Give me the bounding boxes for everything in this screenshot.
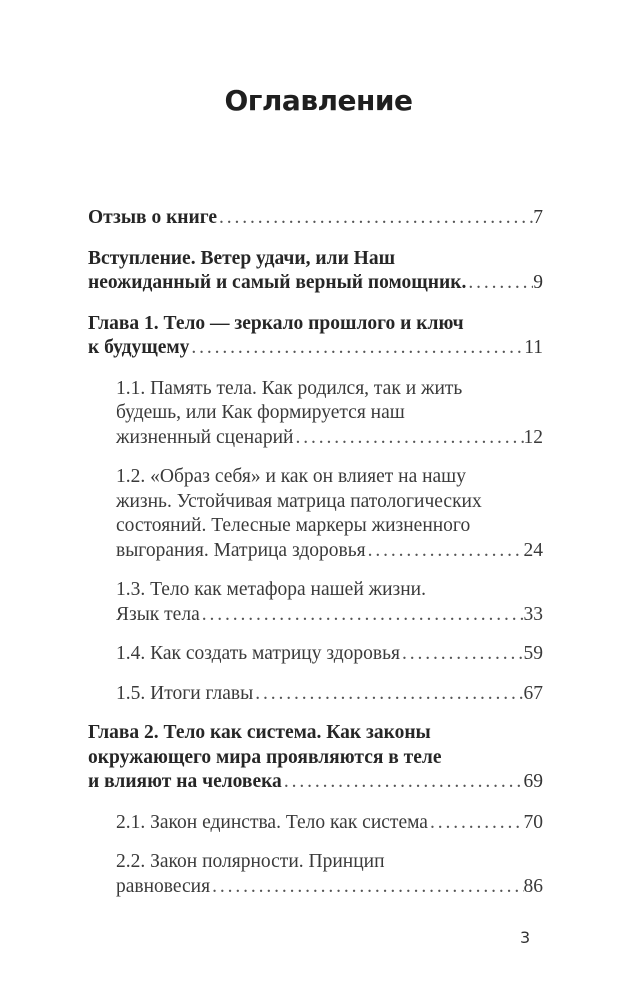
toc-entry-title: 1.4. Как создать матрицу здоровья <box>116 643 400 664</box>
toc-page-number: 86 <box>523 875 543 897</box>
toc-entry-title: выгорания. Матрица здоровья <box>116 539 366 561</box>
toc-page-number: 12 <box>523 426 543 448</box>
toc-entry-title-line: Глава 2. Тело как система. Как законы <box>88 722 431 743</box>
toc-entry-title: равновесия <box>116 875 211 897</box>
toc-page-number: 7 <box>533 207 543 228</box>
toc-entry-1-5[interactable] <box>88 682 543 707</box>
toc-page-number: 33 <box>523 603 543 625</box>
toc-entry-2-1[interactable] <box>88 811 543 836</box>
toc-entry-title: 1.5. Итоги главы <box>116 682 254 704</box>
dot-leader <box>282 770 524 795</box>
dot-leader <box>466 271 533 296</box>
page-number: 3 <box>520 928 531 947</box>
dot-leader <box>428 811 524 836</box>
toc-page-number: 69 <box>523 771 543 792</box>
toc-entry-title: 2.1. Закон единства. Тело как система <box>116 811 428 833</box>
toc-entry-title-line: 1.3. Тело как метафора нашей жизни. <box>116 579 426 600</box>
toc-entry-2-2[interactable] <box>88 850 543 899</box>
toc-entry-title-line: окружающего мира проявляются в теле <box>88 746 442 768</box>
toc-entry-title-line: будешь, или Как формируется наш <box>116 402 405 423</box>
toc-entry-title: Язык тела <box>116 603 200 625</box>
toc-entry-title-line: 1.2. «Образ себя» и как он влияет на нашу <box>116 466 466 487</box>
dot-leader <box>189 336 524 361</box>
toc-entry-title-line: 1.1. Память тела. Как родился, так и жить <box>116 377 463 399</box>
toc-page-number: 11 <box>524 337 543 358</box>
dot-leader <box>217 206 533 231</box>
toc-page-number: 67 <box>523 682 543 704</box>
toc-entry-chapter-1[interactable] <box>88 312 543 361</box>
toc-page-number: 24 <box>523 539 543 561</box>
dot-leader <box>366 539 524 564</box>
toc-entry-title-line: состояний. Телесные маркеры жизненного <box>116 515 471 536</box>
table-of-contents <box>88 206 543 914</box>
toc-entry-review[interactable] <box>88 206 543 231</box>
toc-page-number: 59 <box>523 643 543 664</box>
dot-leader <box>293 426 523 451</box>
toc-entry-chapter-2[interactable] <box>88 721 543 795</box>
toc-entry-title: жизненный сценарий <box>116 426 294 448</box>
toc-page-number: 9 <box>533 272 543 293</box>
toc-entry-title-line: Глава 1. Тело — зеркало прошлого и ключ <box>88 312 464 334</box>
dot-leader <box>200 603 524 628</box>
dot-leader <box>253 682 523 707</box>
toc-entry-introduction[interactable] <box>88 247 543 296</box>
toc-page-number: 70 <box>523 811 543 833</box>
toc-entry-1-4[interactable] <box>88 642 543 667</box>
toc-entry-title-line: 2.2. Закон полярности. Принцип <box>116 851 385 872</box>
toc-entry-title-line: жизнь. Устойчивая матрица патологических <box>116 490 482 512</box>
toc-entry-title: Отзыв о книге <box>88 207 218 228</box>
toc-entry-title: неожиданный и самый верный помощник. <box>88 272 467 293</box>
page-title: Оглавление <box>224 84 413 117</box>
toc-entry-1-2[interactable] <box>88 465 543 563</box>
toc-entry-1-1[interactable] <box>88 377 543 451</box>
toc-entry-title: к будущему <box>88 337 190 358</box>
toc-entry-title: и влияют на человека <box>88 771 282 792</box>
dot-leader <box>210 875 523 900</box>
toc-entry-title-line: Вступление. Ветер удачи, или Наш <box>88 247 396 269</box>
dot-leader <box>400 642 524 667</box>
toc-entry-1-3[interactable] <box>88 578 543 627</box>
